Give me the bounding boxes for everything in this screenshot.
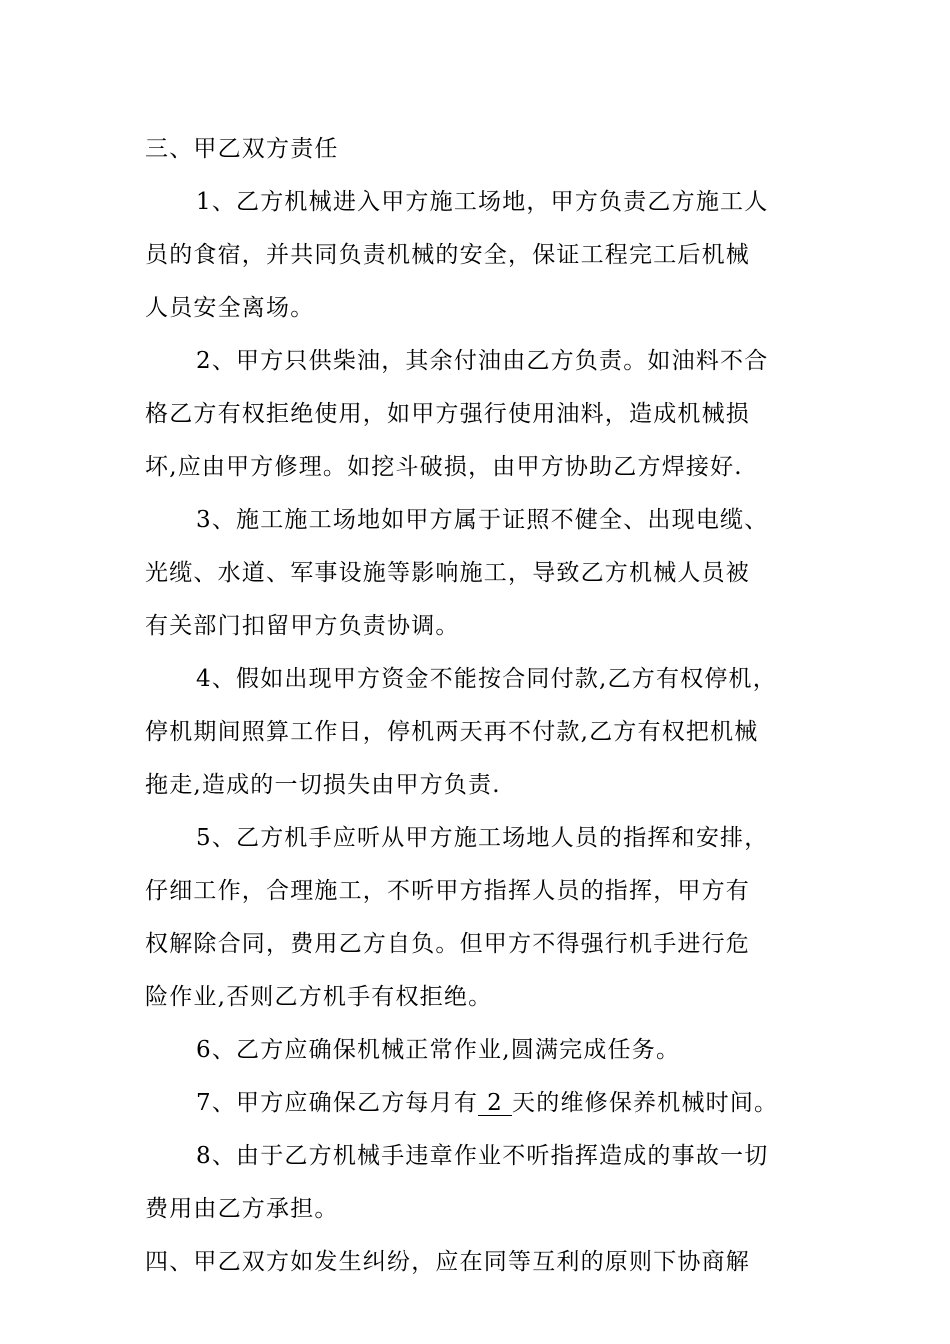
clause-7-suffix: 天的维修保养机械时间。 [512, 1090, 779, 1116]
text-line: 3、施工施工场地如甲方属于证照不健全、出现电缆、 [196, 507, 769, 533]
text-line: 2、甲方只供柴油，其余付油由乙方负责。如油料不合 [196, 348, 769, 374]
maintenance-days-blank: 2 [478, 1091, 512, 1116]
text-line: 4、假如出现甲方资金不能按合同付款,乙方有权停机， [196, 666, 777, 692]
clause-7 [145, 1077, 810, 1130]
text-line: 光缆、水道、军事设施等影响施工，导致乙方机械人员被 [145, 560, 750, 586]
text-line: 员的食宿，并共同负责机械的安全，保证工程完工后机械 [145, 242, 750, 268]
text-line: 坏,应由甲方修理。如挖斗破损，由甲方协助乙方焊接好. [145, 454, 743, 480]
text-line: 格乙方有权拒绝使用，如甲方强行使用油料，造成机械损 [145, 401, 750, 427]
section-heading-3: 三、甲乙双方责任 [145, 136, 339, 162]
clause-5 [145, 812, 810, 1024]
text-line: 险作业,否则乙方机手有权拒绝。 [145, 984, 493, 1010]
document-body [145, 123, 810, 1289]
text-line: 停机期间照算工作日，停机两天再不付款,乙方有权把机械 [145, 719, 759, 745]
text-line: 5、乙方机手应听从甲方施工场地人员的指挥和安排， [196, 825, 769, 851]
section-heading-4: 四、甲乙双方如发生纠纷，应在同等互利的原则下协商解 [145, 1249, 750, 1275]
clause-1 [145, 176, 810, 335]
clause-8 [145, 1130, 810, 1236]
text-line: 权解除合同，费用乙方自负。但甲方不得强行机手进行危 [145, 931, 750, 957]
text-line: 8、由于乙方机械手违章作业不听指挥造成的事故一切 [196, 1143, 769, 1169]
text-line: 有关部门扣留甲方负责协调。 [145, 613, 460, 639]
clause-3 [145, 494, 810, 653]
text-line: 6、乙方应确保机械正常作业,圆满完成任务。 [196, 1037, 681, 1063]
text-line: 1、乙方机械进入甲方施工场地，甲方负责乙方施工人 [196, 189, 769, 215]
clause-4 [145, 653, 810, 812]
text-line: 人员安全离场。 [145, 295, 315, 321]
text-line: 拖走,造成的一切损失由甲方负责. [145, 772, 501, 798]
clause-7-prefix: 7、甲方应确保乙方每月有 [196, 1090, 479, 1116]
text-line: 费用由乙方承担。 [145, 1196, 339, 1222]
clause-6 [145, 1024, 810, 1077]
text-line: 仔细工作，合理施工，不听甲方指挥人员的指挥，甲方有 [145, 878, 750, 904]
clause-2 [145, 335, 810, 494]
